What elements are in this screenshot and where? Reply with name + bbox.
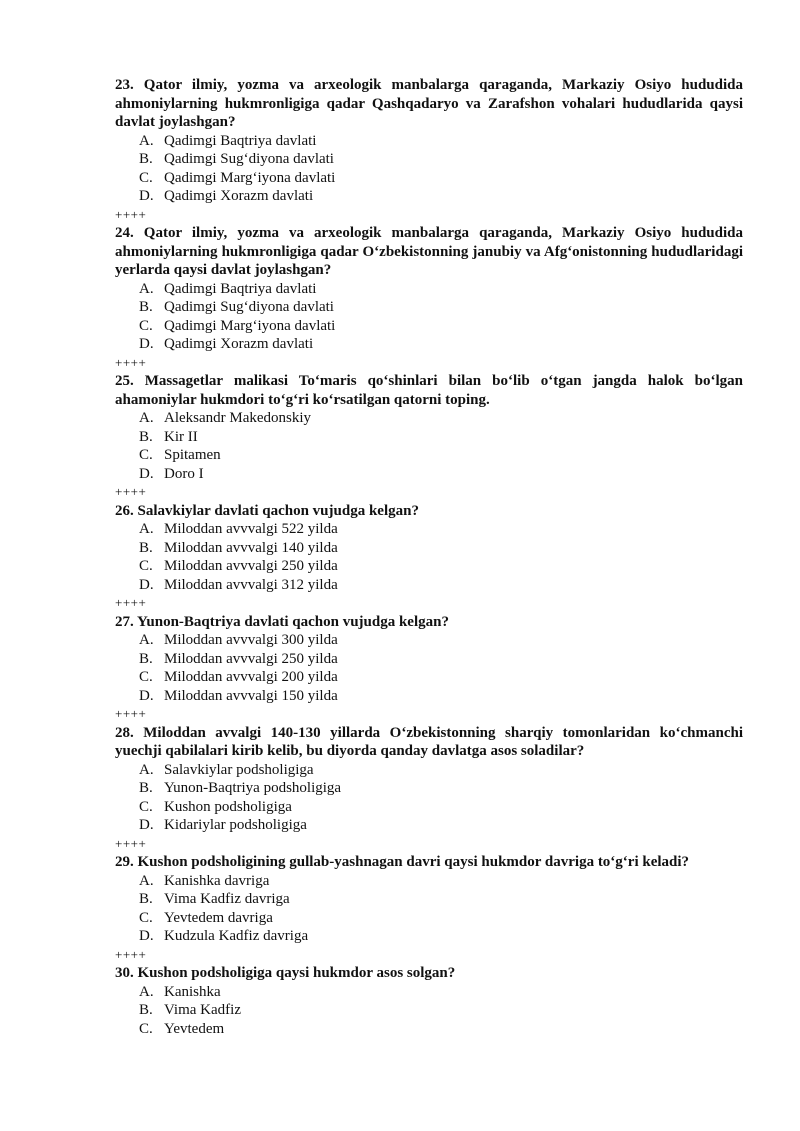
answer-options: [115, 872, 743, 946]
option-letter: A.: [139, 521, 154, 537]
option-text: Yunon-Baqtriya podsholigiga: [164, 780, 342, 796]
option-text: Vima Kadfiz davriga: [164, 891, 290, 907]
question-separator: ++++: [115, 354, 147, 370]
option-letter: A.: [139, 761, 154, 778]
question-separator: ++++: [115, 484, 147, 499]
option-letter: C.: [139, 317, 153, 334]
option-text: Kanishka davriga: [164, 872, 270, 889]
option-text: Miloddan avvvalgi 200 yilda: [164, 669, 338, 685]
question-separator: ++++: [115, 595, 147, 610]
option-letter: C.: [139, 169, 153, 186]
option-letter: B.: [139, 780, 153, 796]
option-text: Salavkiylar podsholigiga: [164, 761, 314, 778]
option-text: Miloddan avvvalgi 522 yilda: [164, 521, 338, 537]
option-text: Qadimgi Sug‘diyona davlati: [164, 151, 334, 167]
option-letter: D.: [139, 687, 154, 704]
answer-option: [139, 983, 743, 1002]
answer-option: [139, 761, 743, 780]
answer-options: [115, 983, 743, 1039]
question-block: [115, 372, 743, 502]
option-letter: A.: [139, 632, 154, 648]
option-text: Kushon podsholigiga: [164, 798, 292, 815]
question-text: 29. Kushon podsholigining gullab-yashnagan davri qaysi hukmdor davriga to‘g‘ri keladi?: [115, 854, 690, 870]
answer-option: [139, 1020, 743, 1039]
answer-option: [139, 872, 743, 891]
option-letter: C.: [139, 447, 153, 463]
answer-option: [139, 650, 743, 669]
option-letter: D.: [139, 928, 154, 944]
answer-option: [139, 465, 743, 484]
answer-option: [139, 187, 743, 206]
answer-option: [139, 169, 743, 188]
option-letter: C.: [139, 669, 153, 685]
option-letter: A.: [139, 280, 154, 297]
question-block: [115, 613, 743, 724]
option-text: Kidariylar podsholigiga: [164, 817, 307, 833]
option-text: Aleksandr Makedonskiy: [164, 410, 312, 426]
answer-option: [139, 298, 743, 317]
answer-option: [139, 428, 743, 447]
answer-options: [115, 132, 743, 206]
option-letter: B.: [139, 650, 153, 667]
option-text: Qadimgi Xorazm davlati: [164, 336, 314, 352]
answer-options: [115, 520, 743, 594]
option-letter: D.: [139, 188, 154, 204]
option-text: Kanishka: [164, 983, 221, 1000]
answer-option: [139, 132, 743, 151]
answer-option: [139, 446, 743, 465]
question-block: [115, 964, 743, 1038]
question-block: [115, 724, 743, 854]
answer-option: [139, 520, 743, 539]
answer-option: [139, 816, 743, 835]
answer-options: [115, 631, 743, 705]
option-text: Miloddan avvvalgi 140 yilda: [164, 539, 338, 556]
option-text: Yevtedem davriga: [164, 909, 273, 926]
question-text: 28. Miloddan avvalgi 140-130 yillarda O‘zbekistonning sharqiy tomonlaridan ko‘chmanchi yuechji qabilalari kirib kelib, bu diyorda qanday davlatga asos soladilar?: [115, 724, 743, 759]
option-text: Vima Kadfiz: [164, 1002, 241, 1018]
option-text: Qadimgi Xorazm davlati: [164, 188, 314, 204]
answer-option: [139, 890, 743, 909]
answer-option: [139, 1001, 743, 1020]
question-text: 26. Salavkiylar davlati qachon vujudga kelgan?: [115, 502, 419, 519]
question-separator: ++++: [115, 706, 147, 721]
question-separator: ++++: [115, 946, 147, 962]
option-text: Miloddan avvvalgi 250 yilda: [164, 558, 338, 574]
answer-option: [139, 687, 743, 706]
option-letter: D.: [139, 465, 154, 482]
answer-option: [139, 798, 743, 817]
answer-option: [139, 335, 743, 354]
question-block: [115, 853, 743, 964]
answer-option: [139, 779, 743, 798]
question-text: 27. Yunon-Baqtriya davlati qachon vujudga kelgan?: [115, 613, 449, 630]
option-text: Yevtedem: [164, 1020, 225, 1037]
answer-options: [115, 280, 743, 354]
question-text: 30. Kushon podsholigiga qaysi hukmdor asos solgan?: [115, 965, 456, 981]
option-text: Miloddan avvvalgi 250 yilda: [164, 650, 338, 667]
option-letter: C.: [139, 558, 153, 574]
document-page: [115, 76, 743, 1038]
option-letter: B.: [139, 539, 153, 556]
option-text: Miloddan avvvalgi 300 yilda: [164, 632, 338, 648]
option-letter: A.: [139, 983, 154, 1000]
option-letter: A.: [139, 132, 154, 149]
option-letter: D.: [139, 576, 154, 593]
option-letter: A.: [139, 872, 154, 889]
question-separator: ++++: [115, 206, 147, 222]
answer-option: [139, 631, 743, 650]
option-text: Qadimgi Marg‘iyona davlati: [164, 169, 336, 186]
answer-option: [139, 668, 743, 687]
question-block: [115, 502, 743, 613]
answer-option: [139, 909, 743, 928]
answer-option: [139, 927, 743, 946]
question-text: 24. Qator ilmiy, yozma va arxeologik manbalarga qaraganda, Markaziy Osiyo hududida ahmoniylarning hukmronligiga qadar O‘zbekistonning janubiy va Afg‘onistonning hududlaridagi yerlarda qaysi davlat joylashgan?: [115, 225, 743, 278]
option-letter: D.: [139, 817, 154, 833]
answer-options: [115, 761, 743, 835]
question-text: 23. Qator ilmiy, yozma va arxeologik manbalarga qaraganda, Markaziy Osiyo hududida ahmoniylarning hukmronligiga qadar Qashqadaryo va Zarafshon vohalari hududlarida qaysi davlat joylashgan?: [115, 77, 743, 130]
option-text: Qadimgi Marg‘iyona davlati: [164, 317, 336, 334]
option-letter: A.: [139, 410, 154, 426]
option-letter: C.: [139, 909, 153, 926]
option-text: Qadimgi Baqtriya davlati: [164, 280, 317, 297]
answer-option: [139, 280, 743, 299]
question-block: [115, 76, 743, 224]
option-letter: B.: [139, 428, 153, 445]
option-text: Doro I: [164, 465, 204, 482]
option-letter: C.: [139, 798, 153, 815]
answer-option: [139, 409, 743, 428]
option-letter: C.: [139, 1020, 153, 1037]
option-letter: D.: [139, 336, 154, 352]
option-letter: B.: [139, 1002, 153, 1018]
option-text: Qadimgi Baqtriya davlati: [164, 132, 317, 149]
option-text: Kir II: [164, 428, 198, 445]
question-text: 25. Massagetlar malikasi To‘maris qo‘shinlari bilan bo‘lib o‘tgan jangda halok bo‘lgan ahamoniylar hukmdori to‘g‘ri ko‘rsatilgan qatorni toping.: [115, 373, 743, 408]
option-text: Kudzula Kadfiz davriga: [164, 928, 309, 944]
question-block: [115, 224, 743, 372]
answer-option: [139, 539, 743, 558]
option-text: Qadimgi Sug‘diyona davlati: [164, 299, 334, 315]
option-text: Miloddan avvvalgi 150 yilda: [164, 687, 338, 704]
option-text: Miloddan avvvalgi 312 yilda: [164, 576, 338, 593]
option-text: Spitamen: [164, 447, 221, 463]
option-letter: B.: [139, 299, 153, 315]
answer-option: [139, 317, 743, 336]
question-separator: ++++: [115, 835, 147, 851]
answer-option: [139, 576, 743, 595]
answer-option: [139, 150, 743, 169]
option-letter: B.: [139, 151, 153, 167]
answer-options: [115, 409, 743, 483]
answer-option: [139, 557, 743, 576]
option-letter: B.: [139, 891, 153, 907]
